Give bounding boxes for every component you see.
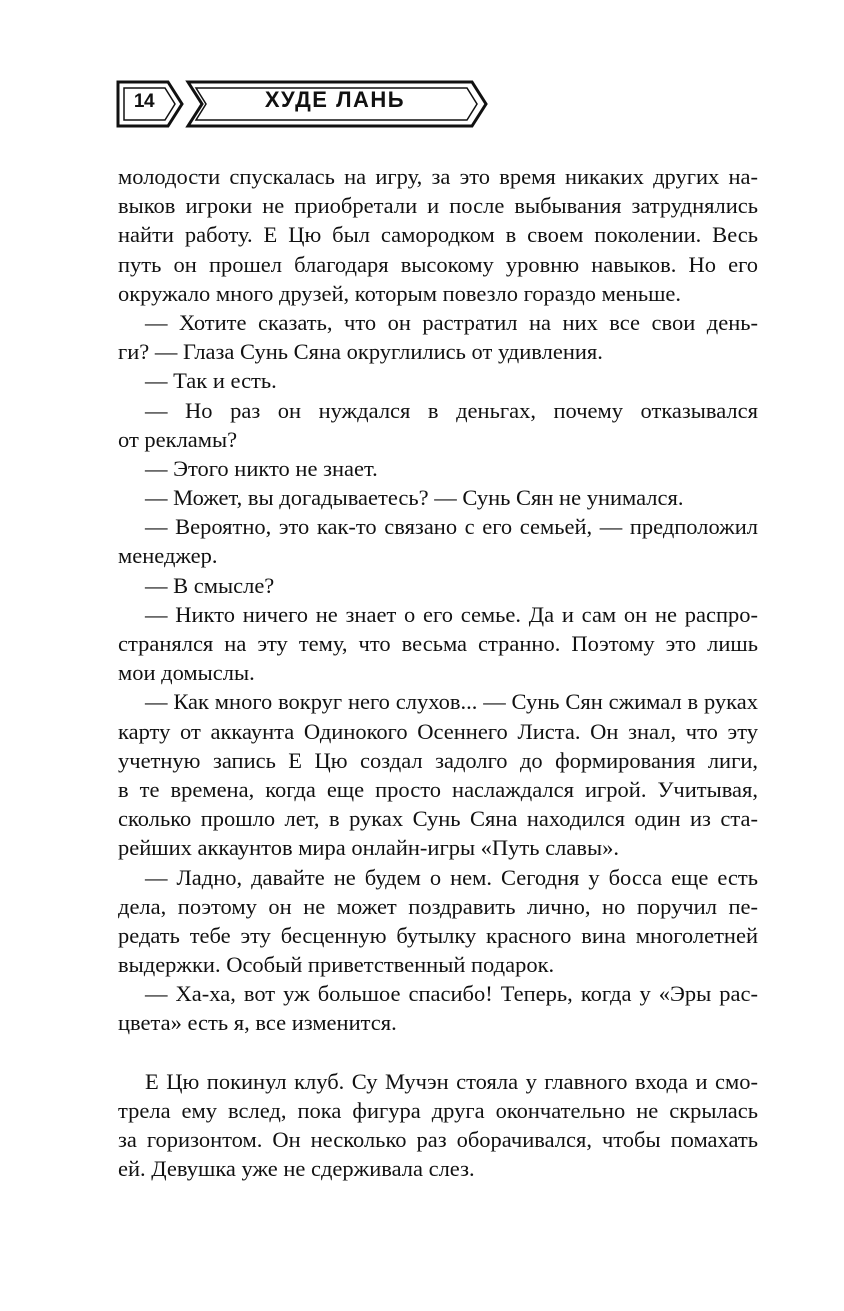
text-line: — Хотите сказать, что он растратил на них все свои день-: [145, 309, 758, 335]
text-line: от рекламы?: [118, 426, 238, 452]
text-line: дела, поэтому он не может поздравить лично, но поручил пе-: [118, 893, 758, 919]
text-line: цвета» есть я, все изменится.: [118, 1010, 397, 1036]
running-title: ХУДЕ ЛАНЬ: [264, 87, 406, 112]
text-line: сколько прошло лет, в руках Сунь Сяна находился один из ста-: [118, 806, 758, 832]
text-line: — Так и есть.: [145, 368, 277, 394]
text-line: найти работу. Е Цю был самородком в своем поколении. Весь: [118, 222, 758, 248]
text-line: — В смысле?: [145, 572, 275, 598]
text-line: — Ладно, давайте не будем о нем. Сегодня у босса еще есть: [145, 864, 758, 890]
text-line: — Никто ничего не знает о его семье. Да и сам он не распро-: [145, 601, 758, 627]
text-line: менеджер.: [118, 543, 218, 569]
text-line: редать тебе эту бесценную бутылку красного вина многолетней: [118, 922, 758, 948]
text-line: мои домыслы.: [118, 660, 255, 686]
text-line: странялся на эту тему, что весьма странно. Поэтому это лишь: [118, 631, 758, 656]
text-line: в те времена, когда еще просто наслаждался игрой. Учитывая,: [118, 776, 758, 802]
text-line: — Но раз он нуждался в деньгах, почему отказывался: [145, 397, 758, 423]
text-line: ей. Девушка уже не сдерживала слез.: [118, 1156, 475, 1182]
text-line: — Как много вокруг него слухов... — Сунь Сян сжимал в руках: [145, 689, 758, 715]
section-break: [118, 1038, 758, 1067]
text-line: путь он прошел благодаря высокому уровню навыков. Но его: [118, 251, 758, 277]
page-number: 14: [133, 91, 155, 112]
text-line: рейших аккаунтов мира онлайн-игры «Путь славы».: [118, 835, 619, 861]
text-line: молодости спускалась на игру, за это время никаких других на-: [118, 164, 758, 189]
text-line: трела ему вслед, пока фигура друга окончательно не скрылась: [118, 1098, 758, 1123]
running-header: [110, 74, 490, 134]
text-line: учетную запись Е Цю создал задолго до формирования лиги,: [118, 747, 758, 773]
text-line: карту от аккаунта Одинокого Осеннего Листа. Он знал, что эту: [118, 718, 758, 744]
text-line: — Этого никто не знает.: [145, 455, 378, 481]
text-line: — Вероятно, это как-то связано с его семьей, — предположил: [145, 514, 758, 540]
text-line: за горизонтом. Он несколько раз оборачивался, чтобы помахать: [118, 1127, 758, 1153]
text-line: выдержки. Особый приветственный подарок.: [118, 952, 555, 978]
text-line: окружало много друзей, которым повезло гораздо меньше.: [118, 280, 682, 306]
text-line: выков игроки не приобретали и после выбывания затруднялись: [118, 193, 758, 219]
body-text: [118, 162, 758, 1184]
text-line: ги? — Глаза Сунь Сяна округлились от удивления.: [118, 339, 603, 365]
text-line: — Ха-ха, вот уж большое спасибо! Теперь, когда у «Эры рас-: [145, 981, 758, 1007]
text-line: Е Цю покинул клуб. Су Мучэн стояла у главного входа и смо-: [145, 1068, 758, 1094]
text-line: — Может, вы догадываетесь? — Сунь Сян не унимался.: [145, 485, 684, 511]
